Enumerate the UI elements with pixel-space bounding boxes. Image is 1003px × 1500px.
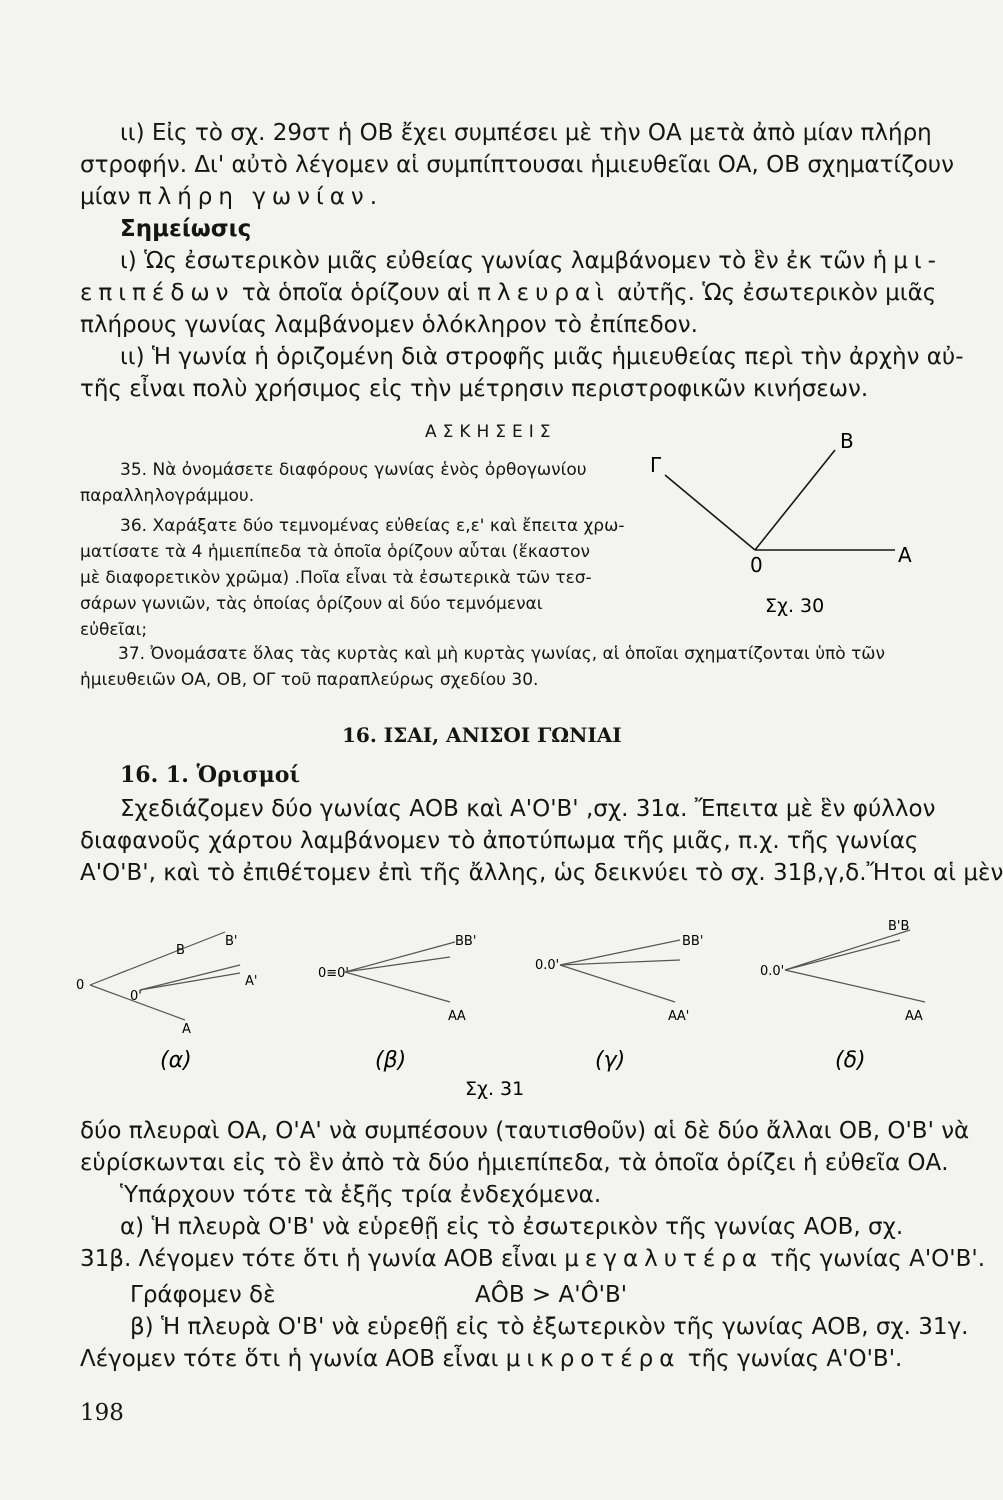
point-label: Β'Β [888,919,910,934]
panel-label: (γ) [595,1048,626,1073]
point-label: 0≡0' [318,966,350,981]
point-label-o: 0 [750,553,763,577]
point-label: Α' [245,974,258,989]
point-label: ΒΒ' [455,934,477,949]
text-run: μίαν [80,184,131,210]
point-label: ΑΑ' [668,1009,690,1024]
text-run: τὰ ὁποῖα ὁρίζουν αἱ [241,280,470,306]
notes-heading: Σημείωσις [120,216,252,242]
paragraph-line [80,182,383,212]
paragraph-line: ιι) Εἰς τὸ σχ. 29στ ἡ ΟΒ ἔχει συμπέσει μὲ τὴν ΟΑ μετὰ ἀπὸ μίαν πλήρη [120,120,932,146]
paragraph-line [80,278,936,308]
paragraph-line [80,1344,902,1374]
emphasis-text: μεγαλυτέρα [564,1246,764,1272]
exercise-line: μὲ διαφορετικὸν χρῶμα) .Ποῖα εἶναι τὰ ἐσωτερικὰ τῶν τεσ- [80,568,592,588]
emphasis-text: πλήρη γωνίαν. [137,184,384,210]
exercise-line: ματίσατε τὰ 4 ἡμιεπίπεδα τὰ ὁποῖα ὁρίζουν αὗται (ἕκαστον [80,542,590,562]
page-number: 198 [80,1400,124,1426]
point-label-a: Α [898,543,912,567]
paragraph-line: τῆς εἶναι πολὺ χρήσιμος εἰς τὴν μέτρησιν περιστροφικῶν κινήσεων. [80,376,869,402]
paragraph-line: β) Ἡ πλευρὰ Ο'Β' νὰ εὑρεθῇ εἰς τὸ ἐξωτερικὸν τῆς γωνίας ΑΟΒ, σχ. 31γ. [130,1314,969,1340]
emphasis-text: πλευραὶ [477,280,610,306]
subsection-heading: 16. 1. Ὁρισμοί [120,762,301,788]
text-run: Λέγομεν τότε ὅτι ἡ γωνία ΑΟΒ εἶναι [80,1346,499,1372]
figure-caption: Σχ. 31 [465,1078,525,1100]
ray-ob [755,450,835,550]
exercises-heading: ΑΣΚΗΣΕΙΣ [425,422,557,442]
exercise-line: παραλληλογράμμου. [80,486,255,506]
point-label: Β' [225,934,238,949]
paragraph-line: Ὑπάρχουν τότε τὰ ἑξῆς τρία ἐνδεχόμενα. [120,1182,602,1208]
paragraph-line: ιι) Ἡ γωνία ἡ ὁριζομένη διὰ στροφῆς μιᾶς ἡμιευθείας περὶ τὴν ἀρχὴν αὐ- [120,344,964,370]
point-label: ΑΑ [905,1009,923,1024]
ray-og [665,475,755,550]
exercise-line: 35. Νὰ ὀνομάσετε διαφόρους γωνίας ἑνὸς ὀρθογωνίου [120,460,587,480]
exercise-line: 36. Χαράξατε δύο τεμνομένας εὐθείας ε,ε' καὶ ἔπειτα χρω- [120,516,625,536]
paragraph-line: α) Ἡ πλευρὰ Ο'Β' νὰ εὑρεθῇ εἰς τὸ ἐσωτερικὸν τῆς γωνίας ΑΟΒ, σχ. [120,1214,904,1240]
emphasis-text: ἡμι- [872,248,942,274]
text-run: τῆς γωνίας Α'Ο'Β'. [687,1346,903,1372]
text-run: ι) Ὡς ἐσωτερικὸν μιᾶς εὐθείας γωνίας λαμβάνομεν τὸ ἓν ἐκ τῶν [120,248,866,274]
point-label: ΒΒ' [682,934,704,949]
figure-31-panel-c [535,934,703,1073]
exercise-line: εὐθεῖαι; [80,620,148,640]
exercise-line: 37. Ὀνομάσατε ὅλας τὰς κυρτὰς καὶ μὴ κυρτὰς γωνίας, αἱ ὁποῖαι σχηματίζονται ὑπὸ τῶν [118,644,886,664]
point-label: Α [182,1022,191,1037]
section-heading: 16. ΙΣΑΙ, ΑΝΙΣΟΙ ΓΩΝΙΑΙ [342,723,622,747]
text-run: αὐτῆς. Ὡς ἐσωτερικὸν μιᾶς [617,280,937,306]
paragraph-line: στροφήν. Δι' αὐτὸ λέγομεν αἱ συμπίπτουσαι ἡμιευθεῖαι ΟΑ, ΟΒ σχηματίζουν [80,152,954,178]
paragraph-line [80,1244,985,1274]
math-inequality: ΑÔΒ > Α'Ô'Β' [475,1282,628,1308]
paragraph-line: πλήρους γωνίας λαμβάνομεν ὁλόκληρον τὸ ἐπίπεδον. [80,312,698,338]
figure-31-panel-b [318,934,476,1073]
point-label: Β [176,943,185,958]
paragraph-line: διαφανοῦς χάρτου λαμβάνομεν τὸ ἀποτύπωμα τῆς μιᾶς, π.χ. τῆς γωνίας [80,828,919,854]
figure-caption: Σχ. 30 [765,595,825,617]
figure-31-panel-d [760,919,925,1073]
paragraph-line: Α'Ο'Β', καὶ τὸ ἐπιθέτομεν ἐπὶ τῆς ἄλλης, ὡς δεικνύει τὸ σχ. 31β,γ,δ.Ἤτοι αἱ μὲν [80,860,1003,886]
panel-label: (β) [375,1048,407,1073]
emphasis-text: μικροτέρα [505,1346,681,1372]
paragraph-line [120,246,942,276]
point-label: ΑΑ [448,1009,466,1024]
point-label: 0 [76,978,85,993]
point-label: 0.0' [760,964,785,979]
text-run: τῆς γωνίας Α'Ο'Β'. [770,1246,986,1272]
text-run: 31β. Λέγομεν τότε ὅτι ἡ γωνία ΑΟΒ εἶναι [80,1246,557,1272]
paragraph-line: δύο πλευραὶ ΟΑ, Ο'Α' νὰ συμπέσουν (ταυτισθοῦν) αἱ δὲ δύο ἄλλαι ΟΒ, Ο'Β' νὰ [80,1118,970,1144]
point-label-g: Γ [650,453,662,477]
figure-31-panel-a [76,932,257,1073]
point-label: 0' [130,989,142,1004]
figure-31 [70,905,940,1105]
exercise-line: σάρων γωνιῶν, τὰς ὁποίας ὁρίζουν αἱ δύο τεμνόμεναι [80,594,543,614]
exercise-line: ἡμιευθειῶν ΟΑ, ΟΒ, ΟΓ τοῦ παραπλεύρως σχεδίου 30. [80,670,539,690]
figure-30 [630,420,930,620]
panel-label: (δ) [835,1048,866,1073]
point-label-b: Β [840,429,854,453]
paragraph-line: Σχεδιάζομεν δύο γωνίας ΑΟΒ καὶ Α'Ο'Β' ,σχ. 31α. Ἔπειτα μὲ ἓν φύλλον [120,796,936,822]
paragraph-line: εὑρίσκωνται εἰς τὸ ἓν ἀπὸ τὰ δύο ἡμιεπίπεδα, τὰ ὁποῖα ὁρίζει ἡ εὐθεῖα ΟΑ. [80,1150,949,1176]
emphasis-text: επιπέδων [80,280,235,306]
paragraph-line: Γράφομεν δὲ [130,1282,276,1308]
point-label: 0.0' [535,958,560,973]
panel-label: (α) [160,1048,192,1073]
